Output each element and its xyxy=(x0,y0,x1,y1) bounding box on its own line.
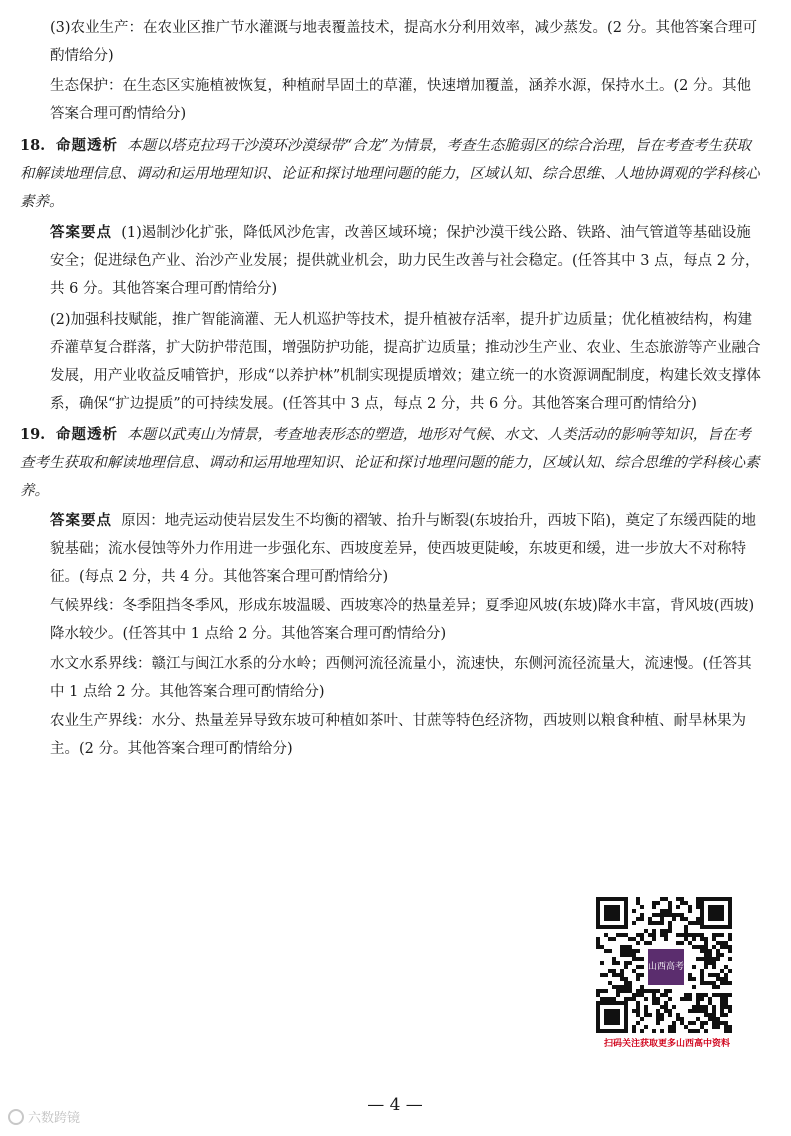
qr-caption: 扫码关注获取更多山西高中资料 xyxy=(603,1039,730,1049)
q18-answer-1-paragraph xyxy=(50,219,762,303)
q18-answer-label: 答案要点 xyxy=(50,224,112,241)
q17-eco-text: 在生态区实施植被恢复，种植耐旱固土的草灌，快速增加覆盖，涵养水源，保持水土。(2 分。其他答案合理可酌情给分) xyxy=(50,78,751,122)
q18-answer-2-text: (2)加强科技赋能，推广智能滴灌、无人机巡护等技术，提升植被存活率，提升扩边质量；优化植被结构，构建乔灌草复合群落，扩大防护带范围，增强防护功能，提高扩边质量；推动沙生产业、农业、生态旅游等产业融合发展，用产业收益反哺管护，形成“以养护林”机制实现提质增效；建立统一的水资源调配制度，构建长效支撑体系，确保“扩边提质”的可持续发展。(任答其中 3 点，每点 2 分，共 6 分。其他答案合理可酌情给分) xyxy=(50,312,761,412)
q19-number: 19. xyxy=(20,426,46,443)
q19-hydro-text: 水文水系界线：赣江与闽江水系的分水岭；西侧河流径流量小，流速快，东侧河流径流量大，流速慢。(任答其中 1 点给 2 分。其他答案合理可酌情给分) xyxy=(50,656,752,700)
q19-analysis-text: 本题以武夷山为情景，考查地表形态的塑造，地形对气候、水文、人类活动的影响等知识，旨在考查考生获取和解读地理信息、调动和运用地理知识、论证和探讨地理问题的能力，区域认知、综合思维的学科核心素养。 xyxy=(20,427,760,499)
watermark-text: 六数跨镜 xyxy=(28,1111,81,1126)
q18-analysis-label: 命题透析 xyxy=(56,137,118,154)
q17-agri-label: (3)农业生产： xyxy=(50,20,144,36)
q19-reason-paragraph xyxy=(50,507,762,591)
q19-agri-paragraph xyxy=(50,707,762,763)
q18-analysis-text: 本题以塔克拉玛干沙漠环沙漠绿带“合龙”为情景，考查生态脆弱区的综合治理，旨在考查考生获取和解读地理信息、调动和运用地理知识、论证和探讨地理问题的能力，区域认知、综合思维、人地协调观的学科核心素养。 xyxy=(20,138,760,210)
qr-code xyxy=(594,895,734,1035)
q18-answer-2-paragraph xyxy=(50,306,762,418)
qr-center-badge: 山西高考 xyxy=(646,947,686,987)
q17-eco-label: 生态保护： xyxy=(50,78,123,94)
q19-reason-text: 原因：地壳运动使岩层发生不均衡的褶皱、抬升与断裂(东坡抬升，西坡下陷)，奠定了东缓西陡的地貌基础；流水侵蚀等外力作用进一步强化东、西坡度差异，使西坡更陡峻，东坡更和缓，进一步放大不对称特征。(每点 2 分，共 4 分。其他答案合理可酌情给分) xyxy=(50,513,757,585)
qr-finder-bottom-left xyxy=(596,1001,628,1033)
watermark-logo-icon xyxy=(8,1109,24,1125)
q19-hydro-paragraph xyxy=(50,650,762,706)
q17-agri-paragraph xyxy=(50,14,762,70)
q19-analysis-paragraph xyxy=(20,421,762,505)
q17-agri-text: 在农业区推广节水灌溉与地表覆盖技术，提高水分利用效率，减少蒸发。(2 分。其他答案合理可酌情给分) xyxy=(50,20,758,64)
q19-answer-label: 答案要点 xyxy=(50,512,112,529)
q18-analysis-paragraph xyxy=(20,132,762,216)
q18-number: 18. xyxy=(20,137,46,154)
page-number: — 4 — xyxy=(367,1095,423,1115)
qr-finder-top-right xyxy=(700,897,732,929)
watermark xyxy=(8,1107,80,1126)
q19-climate-text: 气候界线：冬季阻挡冬季风，形成东坡温暖、西坡寒冷的热量差异；夏季迎风坡(东坡)降水丰富，背风坡(西坡)降水较少。(任答其中 1 点给 2 分。其他答案合理可酌情给分) xyxy=(50,598,755,642)
q19-agri-text: 农业生产界线：水分、热量差异导致东坡可种植如茶叶、甘蔗等特色经济物，西坡则以粮食种植、耐旱林果为主。(2 分。其他答案合理可酌情给分) xyxy=(50,713,746,757)
qr-finder-top-left xyxy=(596,897,628,929)
q18-answer-1-text: (1)遏制沙化扩张，降低风沙危害，改善区域环境；保护沙漠干线公路、铁路、油气管道等基础设施安全；促进绿色产业、治沙产业发展；提供就业机会，助力民生改善与社会稳定。(任答其中 3 点，每点 2 分，共 6 分。其他答案合理可酌情给分) xyxy=(50,225,760,297)
q19-climate-paragraph xyxy=(50,592,762,648)
q19-analysis-label: 命题透析 xyxy=(56,426,118,443)
q17-eco-paragraph xyxy=(50,72,762,128)
